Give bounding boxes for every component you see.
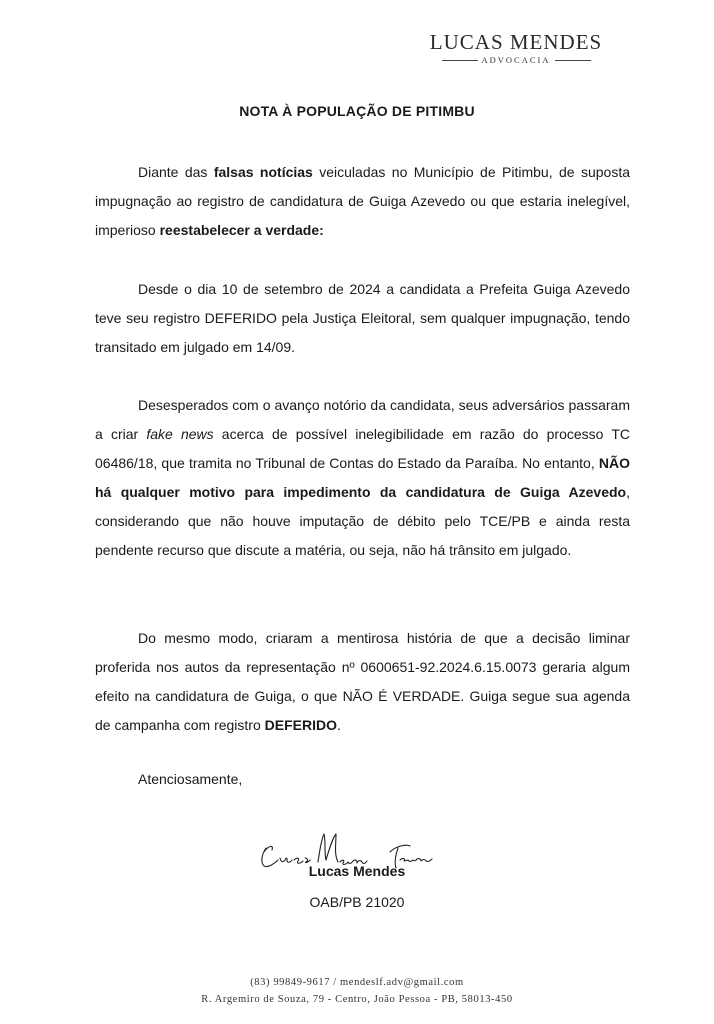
p3-text-e: , considerando que não houve imputação de débito pelo TCE/PB e ainda resta pendente recurso que discute a matéria, ou seja, não há trânsito em julgado. [95,484,630,558]
p3-text-c: acerca de possível inelegibilidade em razão do processo TC 06486/18, que tramita no Tribunal de Contas do Estado da Paraíba. No entanto, [95,426,630,471]
paragraph-1 [95,158,630,245]
paragraph-4 [95,624,630,740]
paragraph-3 [95,391,630,565]
handwritten-signature [250,822,470,892]
p1-bold-reestabelecer: reestabelecer a verdade: [159,222,324,238]
logo-subtitle-row [416,55,616,65]
logo-rule-left [442,60,478,61]
p3-bold-statement: NÃO há qualquer motivo para impedimento da candidatura de Guiga Azevedo [95,455,630,500]
signatory-oab: OAB/PB 21020 [309,894,405,910]
logo-rule-right [555,60,591,61]
closing-salutation: Atenciosamente, [138,771,243,787]
p3-italic-fake-news: fake news [146,426,214,442]
p1-bold-falsas-noticias: falsas notícias [213,164,313,180]
logo-subtitle: ADVOCACIA [481,55,551,65]
p4-bold-deferido: DEFERIDO [264,717,337,733]
document-title: NOTA À POPULAÇÃO DE PITIMBU [239,103,475,119]
logo-name: LUCAS MENDES [429,30,603,54]
footer-address: R. Argemiro de Souza, 79 - Centro, João Pessoa - PB, 58013-450 [201,994,513,1005]
p1-text-c: veiculadas no Município de Pitimbu, de suposta impugnação ao registro de candidatura de Guiga Azevedo ou que estaria inelegível, imperioso [95,164,630,238]
paragraph-2 [95,275,630,362]
footer-contact: (83) 99849-9617 / mendeslf.adv@gmail.com [250,977,464,988]
p1-text-a: Diante das [138,164,214,180]
p2-text: Desde o dia 10 de setembro de 2024 a candidata a Prefeita Guiga Azevedo teve seu registro DEFERIDO pela Justiça Eleitoral, sem qualquer impugnação, tendo transitado em julgado em 14/09. [95,281,630,355]
signatory-name: Lucas Mendes [308,863,406,879]
p3-text-a: Desesperados com o avanço notório da candidata, seus adversários passaram a criar [95,397,630,442]
law-firm-logo [416,30,616,65]
p4-text-a: Do mesmo modo, criaram a mentirosa história de que a decisão liminar proferida nos autos da representação nº 0600651-92.2024.6.15.0073 geraria algum efeito na candidatura de Guiga, o que NÃO É VERDADE. Guiga segue sua agenda de campanha com registro [95,630,630,733]
p4-text-c: . [336,717,341,733]
